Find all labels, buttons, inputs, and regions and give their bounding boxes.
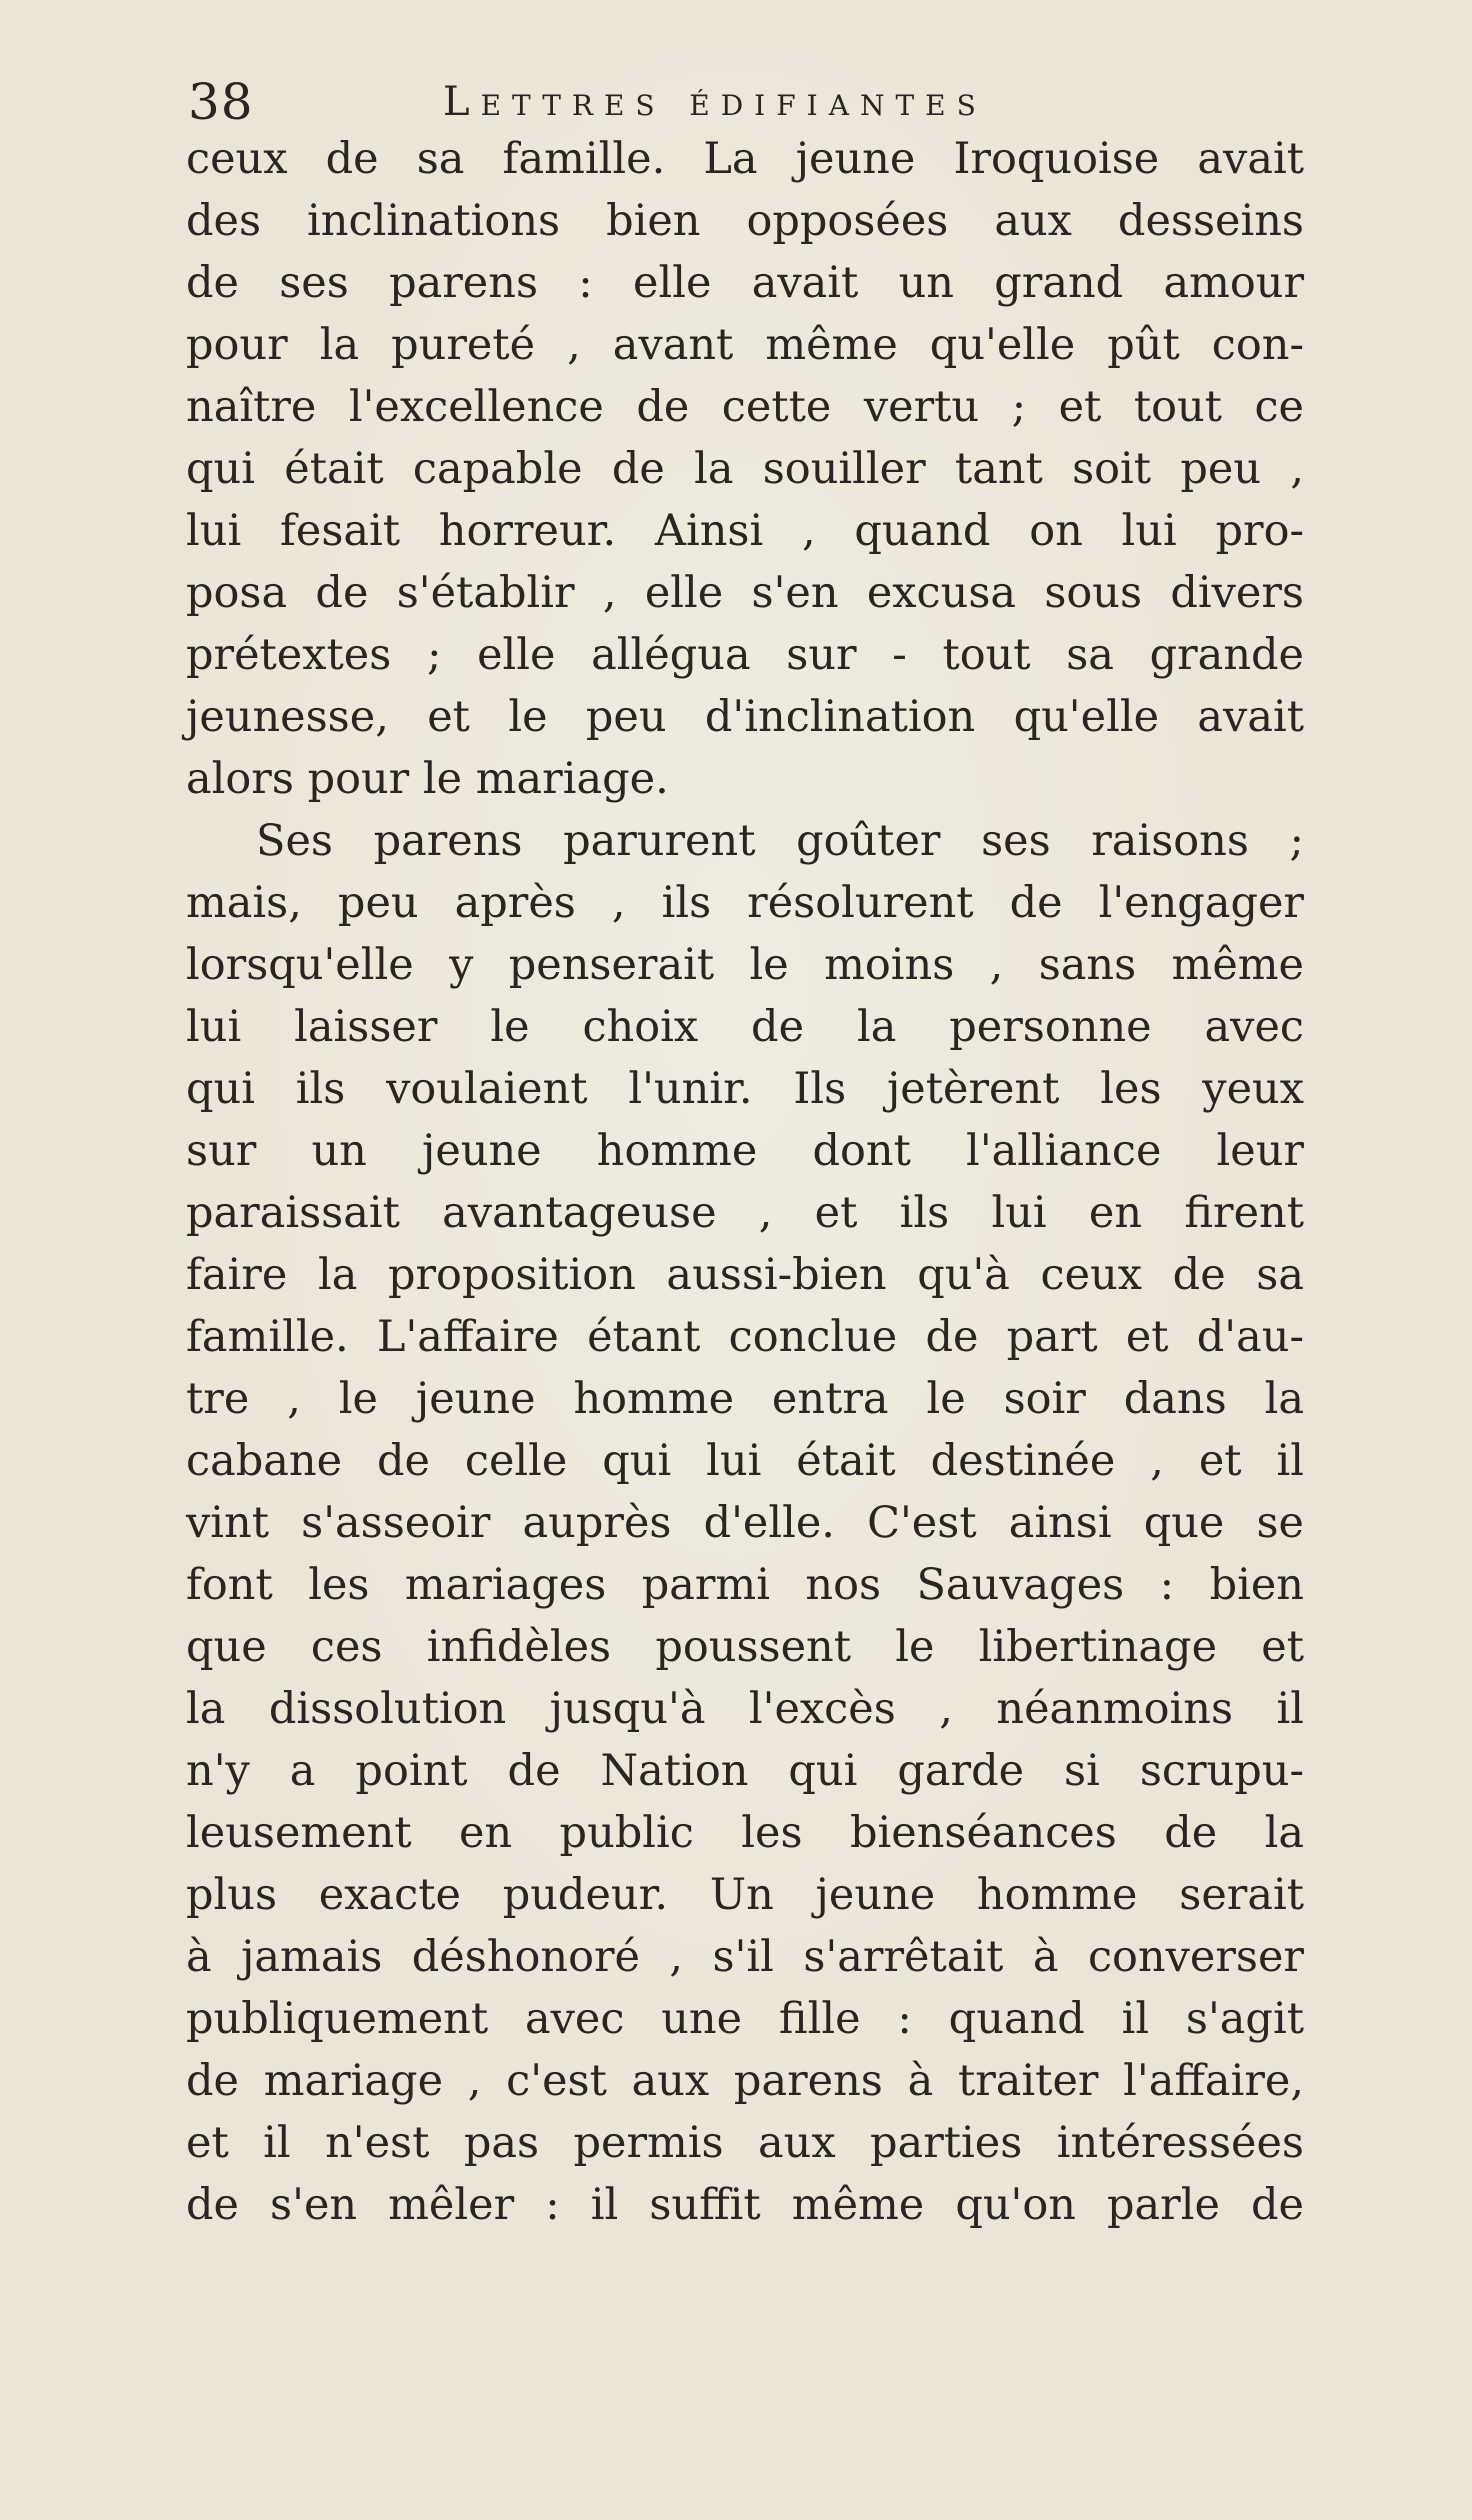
text-line: lui fesait horreur. Ainsi , quand on lui pro- (186, 506, 1304, 556)
text-line: prétextes ; elle allégua sur - tout sa grande (186, 630, 1304, 680)
text-line: qui était capable de la souiller tant soit peu , (186, 444, 1304, 494)
text-line: jeunesse, et le peu d'inclination qu'elle avait (186, 692, 1304, 742)
text-line: tre , le jeune homme entra le soir dans la (186, 1374, 1304, 1424)
text-line: de mariage , c'est aux parens à traiter l'affaire, (186, 2056, 1304, 2106)
text-line: lui laisser le choix de la personne avec (186, 1002, 1304, 1052)
text-line: paraissait avantageuse , et ils lui en firent (186, 1188, 1304, 1238)
text-line: sur un jeune homme dont l'alliance leur (186, 1126, 1304, 1176)
text-line: leusement en public les bienséances de la (186, 1808, 1304, 1858)
text-line: de s'en mêler : il suffit même qu'on parle de (186, 2180, 1304, 2230)
text-line: cabane de celle qui lui était destinée , et il (186, 1436, 1304, 1486)
text-line: et il n'est pas permis aux parties intéressées (186, 2118, 1304, 2168)
text-line: n'y a point de Nation qui garde si scrupu- (186, 1746, 1304, 1796)
text-line: font les mariages parmi nos Sauvages : bien (186, 1560, 1304, 1610)
text-line: des inclinations bien opposées aux desseins (186, 196, 1304, 246)
text-line: de ses parens : elle avait un grand amour (186, 258, 1304, 308)
text-line: plus exacte pudeur. Un jeune homme serait (186, 1870, 1304, 1920)
text-line: famille. L'affaire étant conclue de part et d'au- (186, 1312, 1304, 1362)
text-line: pour la pureté , avant même qu'elle pût con- (186, 320, 1304, 370)
text-line: lorsqu'elle y penserait le moins , sans même (186, 940, 1304, 990)
text-line: publiquement avec une fille : quand il s'agit (186, 1994, 1304, 2044)
text-line: à jamais déshonoré , s'il s'arrêtait à converser (186, 1932, 1304, 1982)
text-line: faire la proposition aussi-bien qu'à ceux de sa (186, 1250, 1304, 1300)
paragraph-end-line: alors pour le mariage. (186, 754, 669, 804)
text-line: que ces infidèles poussent le libertinage et (186, 1622, 1304, 1672)
paragraph-start-line: Ses parens parurent goûter ses raisons ; (256, 816, 1304, 866)
text-line: naître l'excellence de cette vertu ; et tout ce (186, 382, 1304, 432)
text-line: posa de s'établir , elle s'en excusa sous divers (186, 568, 1304, 618)
text-line: la dissolution jusqu'à l'excès , néanmoins il (186, 1684, 1304, 1734)
running-title: Lettres édifiantes (443, 79, 987, 125)
text-line: ceux de sa famille. La jeune Iroquoise avait (186, 134, 1304, 184)
text-line: vint s'asseoir auprès d'elle. C'est ainsi que se (186, 1498, 1304, 1548)
body-text (186, 128, 1304, 2236)
text-line: mais, peu après , ils résolurent de l'engager (186, 878, 1304, 928)
text-line: qui ils voulaient l'unir. Ils jetèrent les yeux (186, 1064, 1304, 1114)
page-number: 38 (188, 73, 254, 131)
